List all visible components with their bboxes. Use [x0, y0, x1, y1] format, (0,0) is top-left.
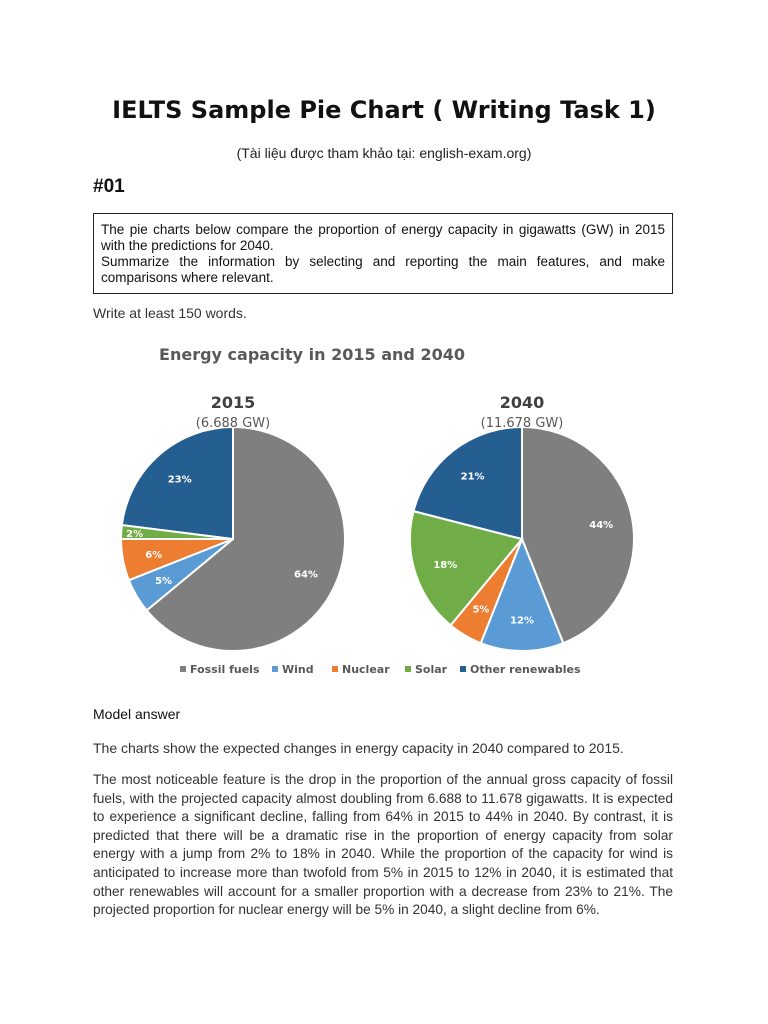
legend-swatch — [332, 666, 338, 672]
legend-label: Solar — [415, 663, 448, 676]
energy-pie-charts — [110, 336, 670, 686]
task-instruction: Summarize the information by selecting and reporting the main features, and make comparisons where relevant. — [101, 254, 665, 285]
word-count-instruction: Write at least 150 words. — [93, 305, 247, 321]
pie-subtitle: (11.678 GW) — [480, 416, 564, 431]
slice-label: 2% — [126, 528, 144, 540]
slice-label: 64% — [294, 569, 318, 581]
pie-title: 2040 — [499, 393, 545, 412]
slice-label: 5% — [472, 604, 490, 616]
page-title: IELTS Sample Pie Chart ( Writing Task 1) — [112, 96, 656, 124]
legend-label: Wind — [282, 663, 314, 676]
task-box — [93, 213, 673, 294]
model-answer-label: Model answer — [93, 706, 181, 722]
legend-swatch — [460, 666, 466, 672]
slice-label: 44% — [589, 519, 614, 531]
pie-title: 2015 — [210, 393, 256, 412]
pie-subtitle: (6.688 GW) — [195, 416, 271, 431]
slice-label: 5% — [155, 576, 173, 588]
slice-label: 6% — [145, 550, 163, 562]
legend-swatch — [272, 666, 278, 672]
legend-label: Fossil fuels — [190, 663, 260, 676]
slice-label: 12% — [510, 615, 534, 627]
legend-label: Nuclear — [342, 663, 390, 676]
section-number: #01 — [93, 176, 125, 197]
legend-swatch — [405, 666, 411, 672]
slice-label: 18% — [433, 559, 458, 571]
legend-swatch — [180, 666, 186, 672]
source-note: (Tài liệu được tham khảo tại: english-exam.org) — [236, 145, 532, 161]
legend-label: Other renewables — [470, 663, 581, 676]
chart-title: Energy capacity in 2015 and 2040 — [159, 345, 465, 364]
slice-label: 23% — [167, 474, 192, 486]
answer-paragraph-1: The charts show the expected changes in energy capacity in 2040 compared to 2015. — [93, 740, 624, 756]
task-description: The pie charts below compare the proportion of energy capacity in gigawatts (GW) in 2015 with the predictions for 2040. — [101, 222, 665, 253]
answer-paragraph-2: The most noticeable feature is the drop in the proportion of the annual gross capacity of fossil fuels, with the projected capacity almost doubling from 6.688 to 11.678 gigawatts. It is expected to experience a significant decline, falling from 64% in 2015 to 44% in 2040. By contrast, it is predicted that there will be a dramatic rise in the proportion of energy capacity from solar energy with a jump from 2% to 18% in 2040. While the proportion of the capacity for wind is anticipated to increase more than twofold from 5% in 2015 to 12% in 2040, it is estimated that other renewables will account for a smaller proportion with a decrease from 23% to 21%. The projected proportion for nuclear energy will be 5% in 2040, a slight decline from 6%. — [93, 772, 673, 918]
slice-label: 21% — [460, 471, 485, 483]
chart-svg — [110, 336, 670, 686]
